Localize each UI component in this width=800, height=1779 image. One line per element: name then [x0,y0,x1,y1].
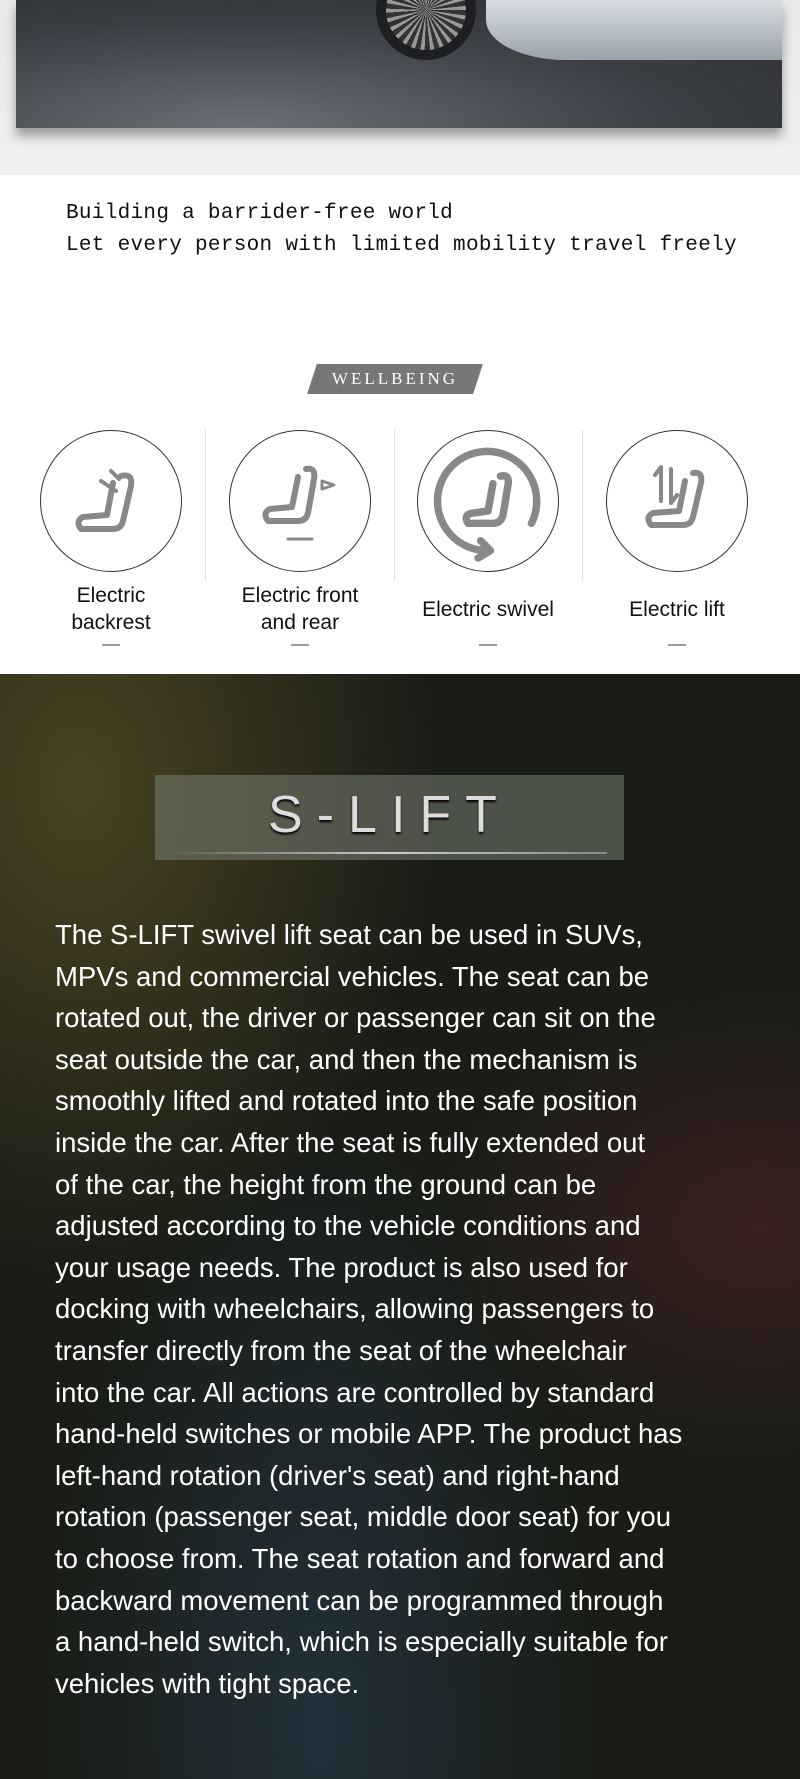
feature-label: Electric lift [629,597,725,621]
feature-electric-lift [583,430,771,646]
feature-label: backrest [71,611,151,634]
dash [291,644,309,646]
product-title: S-LIFT [268,786,511,844]
hero-banner [0,0,800,175]
description-line: left-hand rotation (driver's seat) and right-hand [55,1459,620,1491]
description-line: smoothly lifted and rotated into the safe position [55,1085,638,1117]
title-underline [167,852,607,854]
seat-front-rear-icon [250,451,350,551]
wheel-image [376,0,476,60]
description-line: into the car. All actions are controlled by standard [55,1376,655,1408]
slogan-line-1: Building a barrider-free world [66,202,454,225]
dash [668,644,686,646]
description-line: rotation (passenger seat, middle door seat) for you [55,1501,672,1533]
description-line: hand-held switches or mobile APP. The product has [55,1418,683,1450]
feature-label: Electric front [241,584,359,607]
car-photo [16,0,782,128]
description-line: transfer directly from the seat of the wheelchair [55,1334,627,1366]
feature-label: and rear [260,611,340,634]
description-line: of the car, the height from the ground can be [55,1168,597,1200]
feature-electric-swivel [394,430,582,646]
description-line: seat outside the car, and then the mechanism is [55,1043,638,1075]
description-line: docking with wheelchairs, allowing passengers to [55,1293,655,1325]
dash [102,644,120,646]
description-line: to choose from. The seat rotation and forward and [55,1542,665,1574]
description-line: rotated out, the driver or passenger can sit on the [55,1002,656,1034]
description-line: The S-LIFT swivel lift seat can be used in SUVs, [55,919,643,950]
seat-lift-icon [627,451,727,551]
dash [479,644,497,646]
product-description [55,914,682,1704]
feature-electric-backrest [17,430,205,646]
slogan-line-2: Let every person with limited mobility travel freely [66,234,737,257]
description-line: your usage needs. The product is also used for [55,1251,628,1283]
description-line: a hand-held switch, which is especially suitable for [55,1626,668,1658]
description-line: MPVs and commercial vehicles. The seat can be [55,960,650,992]
wellbeing-badge: WELLBEING [331,369,459,388]
feature-label: Electric swivel [422,597,554,621]
description-line: inside the car. After the seat is fully extended out [55,1126,646,1158]
description-line: adjusted according to the vehicle conditions and [55,1210,641,1242]
seat-swivel-icon [426,439,550,563]
description-line: vehicles with tight space. [55,1667,360,1699]
seat-backrest-icon [61,451,161,551]
feature-label: Electric [76,584,146,607]
description-line: backward movement can be programmed through [55,1584,664,1616]
feature-electric-front-rear [206,430,394,646]
